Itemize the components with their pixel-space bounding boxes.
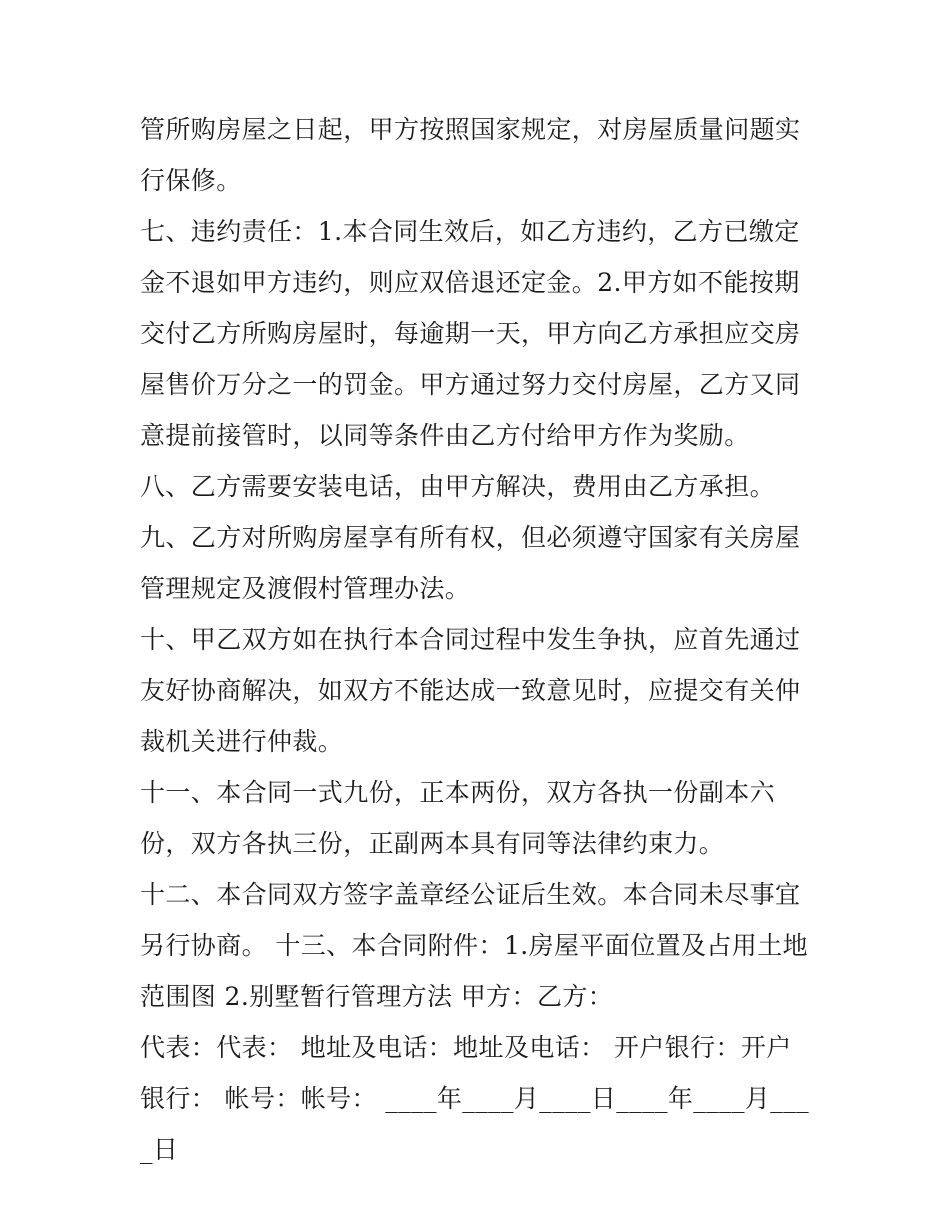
- paragraph-clause-11-copies: 十一、本合同一式九份，正本两份，双方各执一份副本六份，双方各执三份，正副两本具有同等法律约束力。: [140, 778, 776, 858]
- paragraph-clause-12-13-effect-attachments: 十二、本合同双方签字盖章经公证后生效。本合同未尽事宜另行协商。 十三、本合同附件：1.房屋平面位置及占用土地范围图 2.别墅暂行管理方法 甲方：乙方：: [140, 880, 809, 1011]
- paragraph-clause-7-liability: 七、违约责任：1.本合同生效后，如乙方违约，乙方已缴定金不退如甲方违约，则应双倍退还定金。2.甲方如不能按期交付乙方所购房屋时，每逾期一天，甲方向乙方承担应交房屋售价万分之一的罚金。甲方通过努力交付房屋，乙方又同意提前接管时，以同等条件由乙方付给甲方作为奖励。: [140, 217, 801, 450]
- paragraph-clause-8-telephone: 八、乙方需要安装电话，由甲方解决，费用由乙方承担。: [140, 472, 776, 501]
- paragraph-clause-9-ownership: 九、乙方对所购房屋享有所有权，但必须遵守国家有关房屋管理规定及渡假村管理办法。: [140, 523, 801, 603]
- paragraph-signature-block: 代表：代表： 地址及电话：地址及电话： 开户银行：开户银行： 帐号：帐号： ____年____月____日____年____月____日: [140, 1033, 809, 1164]
- document-body: [140, 104, 815, 1175]
- paragraph-warranty-continuation: 管所购房屋之日起，甲方按照国家规定，对房屋质量问题实行保修。: [140, 115, 801, 195]
- paragraph-clause-10-disputes: 十、甲乙双方如在执行本合同过程中发生争执，应首先通过友好协商解决，如双方不能达成一致意见时，应提交有关仲裁机关进行仲裁。: [140, 625, 801, 756]
